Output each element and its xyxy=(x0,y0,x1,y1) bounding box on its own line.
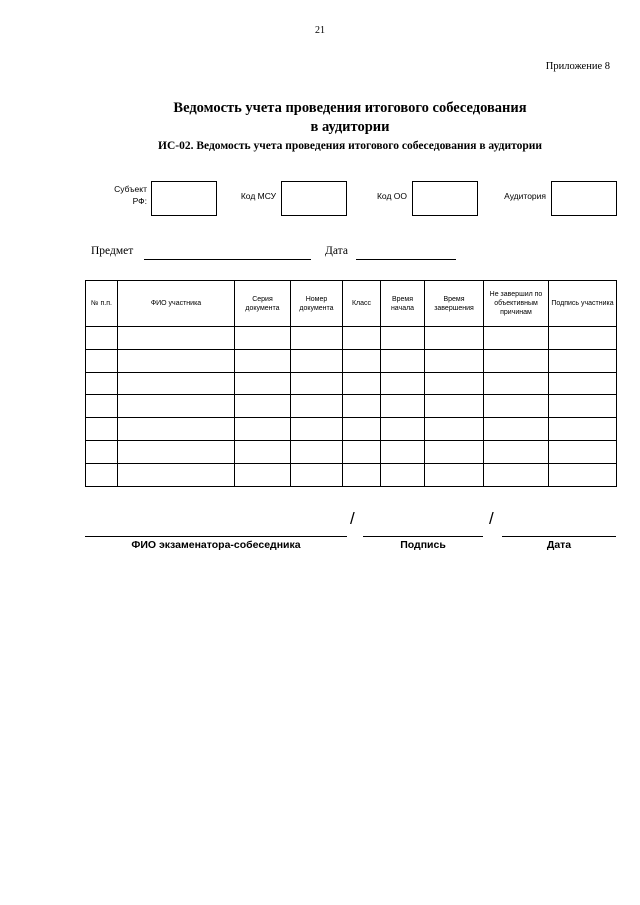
col-number: № п.п. xyxy=(86,281,118,327)
table-cell[interactable] xyxy=(235,463,291,486)
col-end-time: Время завершения xyxy=(425,281,484,327)
examiner-name-line[interactable] xyxy=(85,536,347,537)
table-cell[interactable] xyxy=(235,395,291,418)
table-cell[interactable] xyxy=(118,349,235,372)
table-cell[interactable] xyxy=(118,463,235,486)
table-cell[interactable] xyxy=(291,327,343,350)
table-cell[interactable] xyxy=(291,349,343,372)
table-cell[interactable] xyxy=(118,418,235,441)
table-cell[interactable] xyxy=(235,349,291,372)
table-cell[interactable] xyxy=(381,418,425,441)
table-cell[interactable] xyxy=(343,440,381,463)
table-cell[interactable] xyxy=(549,395,617,418)
table-cell[interactable] xyxy=(381,440,425,463)
table-cell[interactable] xyxy=(484,327,549,350)
col-start-time: Время начала xyxy=(381,281,425,327)
table-cell[interactable] xyxy=(381,463,425,486)
table-cell[interactable] xyxy=(549,372,617,395)
table-cell[interactable] xyxy=(549,349,617,372)
oo-code-box[interactable] xyxy=(412,181,478,216)
table-row xyxy=(86,349,617,372)
table-row xyxy=(86,395,617,418)
table-cell[interactable] xyxy=(343,349,381,372)
table-cell[interactable] xyxy=(86,372,118,395)
col-doc-series: Серия документа xyxy=(235,281,291,327)
table-cell[interactable] xyxy=(549,418,617,441)
table-cell[interactable] xyxy=(235,418,291,441)
table-cell[interactable] xyxy=(484,372,549,395)
table-cell[interactable] xyxy=(118,327,235,350)
col-not-completed: Не завершил по объективным причинам xyxy=(484,281,549,327)
table-cell[interactable] xyxy=(549,327,617,350)
table-cell[interactable] xyxy=(343,327,381,350)
table-cell[interactable] xyxy=(86,440,118,463)
table-cell[interactable] xyxy=(343,395,381,418)
document-subtitle: ИС-02. Ведомость учета проведения итогового собеседования в аудитории xyxy=(158,140,542,152)
table-cell[interactable] xyxy=(425,395,484,418)
table-cell[interactable] xyxy=(425,463,484,486)
table-cell[interactable] xyxy=(86,327,118,350)
table-cell[interactable] xyxy=(86,395,118,418)
table-header-row xyxy=(86,281,617,327)
signature-date-line[interactable] xyxy=(502,536,616,537)
table-cell[interactable] xyxy=(118,372,235,395)
col-signature: Подпись участника xyxy=(549,281,617,327)
table-cell[interactable] xyxy=(425,418,484,441)
table-cell[interactable] xyxy=(86,418,118,441)
table-cell[interactable] xyxy=(291,395,343,418)
document-title-line2: в аудитории xyxy=(310,119,390,135)
table-cell[interactable] xyxy=(343,372,381,395)
subject-rf-label-line2: РФ: xyxy=(132,196,147,206)
table-cell[interactable] xyxy=(235,372,291,395)
signature-date-label: Дата xyxy=(546,539,572,551)
table-cell[interactable] xyxy=(549,463,617,486)
msu-code-box[interactable] xyxy=(281,181,347,216)
table-cell[interactable] xyxy=(291,440,343,463)
table-cell[interactable] xyxy=(291,418,343,441)
table-cell[interactable] xyxy=(291,372,343,395)
appendix-label: Приложение 8 xyxy=(545,61,610,72)
participants-table xyxy=(85,280,617,487)
table-row xyxy=(86,440,617,463)
table-cell[interactable] xyxy=(484,349,549,372)
table-row xyxy=(86,327,617,350)
table-cell[interactable] xyxy=(381,395,425,418)
table-cell[interactable] xyxy=(118,395,235,418)
col-doc-number: Номер документа xyxy=(291,281,343,327)
table-cell[interactable] xyxy=(381,349,425,372)
subject-label: Предмет xyxy=(91,245,134,257)
msu-code-label: Код МСУ xyxy=(240,191,276,201)
separator-slash-2: / xyxy=(489,509,494,528)
table-cell[interactable] xyxy=(86,463,118,486)
table-cell[interactable] xyxy=(86,349,118,372)
subject-rf-box[interactable] xyxy=(151,181,217,216)
subject-input-line[interactable] xyxy=(144,259,311,260)
table-cell[interactable] xyxy=(343,418,381,441)
page-number: 21 xyxy=(315,25,325,36)
auditorium-label: Аудитория xyxy=(504,191,546,201)
table-cell[interactable] xyxy=(425,349,484,372)
table-cell[interactable] xyxy=(381,327,425,350)
table-cell[interactable] xyxy=(425,327,484,350)
table-cell[interactable] xyxy=(425,440,484,463)
table-row xyxy=(86,372,617,395)
examiner-name-label: ФИО экзаменатора-собеседника xyxy=(131,539,301,551)
signature-line[interactable] xyxy=(363,536,483,537)
table-cell[interactable] xyxy=(484,395,549,418)
table-cell[interactable] xyxy=(118,440,235,463)
subject-rf-label xyxy=(100,183,147,207)
table-cell[interactable] xyxy=(235,440,291,463)
oo-code-label: Код ОО xyxy=(376,191,407,201)
table-cell[interactable] xyxy=(484,440,549,463)
table-cell[interactable] xyxy=(235,327,291,350)
col-class: Класс xyxy=(343,281,381,327)
table-cell[interactable] xyxy=(425,372,484,395)
table-cell[interactable] xyxy=(484,463,549,486)
table-row xyxy=(86,463,617,486)
table-row xyxy=(86,418,617,441)
table-cell[interactable] xyxy=(381,372,425,395)
signature-label: Подпись xyxy=(400,539,446,551)
table-cell[interactable] xyxy=(291,463,343,486)
subject-rf-label-line1: Субъект xyxy=(114,184,147,194)
document-title-line1: Ведомость учета проведения итогового собеседования xyxy=(173,100,527,116)
col-fio: ФИО участника xyxy=(118,281,235,327)
table-cell[interactable] xyxy=(343,463,381,486)
separator-slash-1: / xyxy=(350,509,355,528)
auditorium-box[interactable] xyxy=(551,181,617,216)
table-cell[interactable] xyxy=(484,418,549,441)
date-input-line[interactable] xyxy=(356,259,456,260)
date-label: Дата xyxy=(325,245,348,257)
table-cell[interactable] xyxy=(549,440,617,463)
